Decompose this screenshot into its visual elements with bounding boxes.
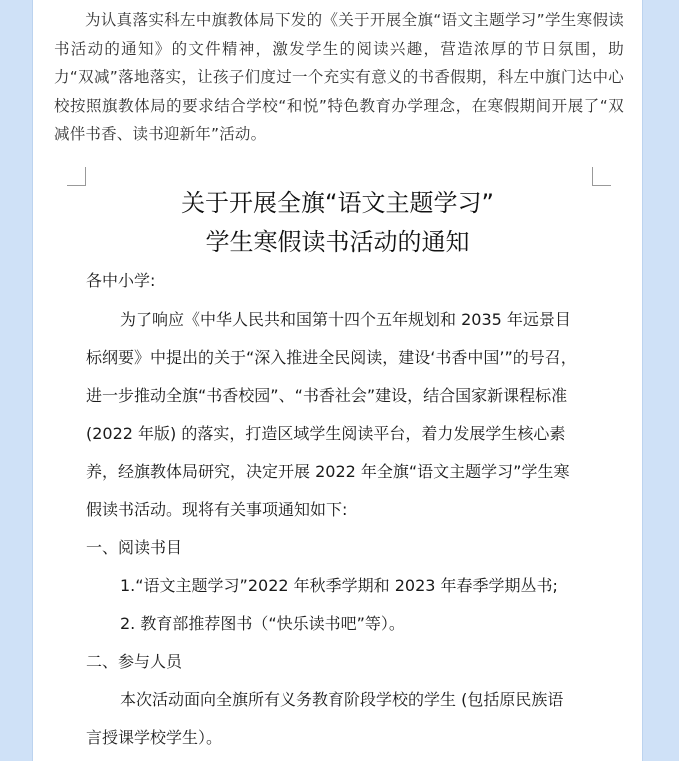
crop-mark-top-right: [592, 167, 611, 186]
section1-item-1: 1.“语文主题学习”2022 年秋季学期和 2023 年春季学期丛书;: [120, 576, 558, 595]
notice-salutation: 各中小学:: [86, 271, 156, 290]
section1-item-2: 2. 教育部推荐图书（“快乐读书吧”等）。: [120, 614, 405, 633]
notice-para1-line-3: 进一步推动全旗“书香校园”、“书香社会”建设，结合国家新课程标准: [86, 386, 568, 405]
notice-para1-line-6: 假读书活动。现将有关事项通知如下:: [86, 500, 348, 519]
notice-para1-line-1: 为了响应《中华人民共和国第十四个五年规划和 2035 年远景目: [120, 310, 571, 329]
notice-para1-line-4: (2022 年版) 的落实，打造区域学生阅读平台，着力发展学生核心素: [86, 424, 566, 443]
crop-mark-top-left: [67, 167, 86, 186]
intro-paragraph: 为认真落实科左中旗教体局下发的《关于开展全旗“语文主题学习”学生寒假读书活动的通知》的文件精神，激发学生的阅读兴趣，营造浓厚的节日氛围，助力“双减”落地落实，让孩子们度过一个充实有意义的书香假期，科左中旗门达中心校按照旗教体局的要求结合学校“和悦”特色教育办学理念，在寒假期间开展了“双减伴书香、读书迎新年”活动。: [54, 11, 624, 143]
notice-para1-line-5: 养，经旗教体局研究，决定开展 2022 年全旗“语文主题学习”学生寒: [86, 462, 570, 481]
section2-heading: 二、参与人员: [86, 652, 183, 671]
notice-para1-line-2: 标纲要》中提出的关于“深入推进全民阅读，建设‘书香中国’”的号召，: [86, 348, 577, 367]
section1-heading: 一、阅读书目: [86, 538, 183, 557]
section2-para-line-1: 本次活动面向全旗所有义务教育阶段学校的学生 (包括原民族语: [120, 690, 564, 709]
article-page: [33, 0, 642, 761]
notice-title-line-2: 学生寒假读书活动的通知: [205, 228, 470, 256]
section2-para-line-2: 言授课学校学生）。: [86, 728, 223, 747]
notice-title-line-1: 关于开展全旗“语文主题学习”: [181, 189, 494, 217]
